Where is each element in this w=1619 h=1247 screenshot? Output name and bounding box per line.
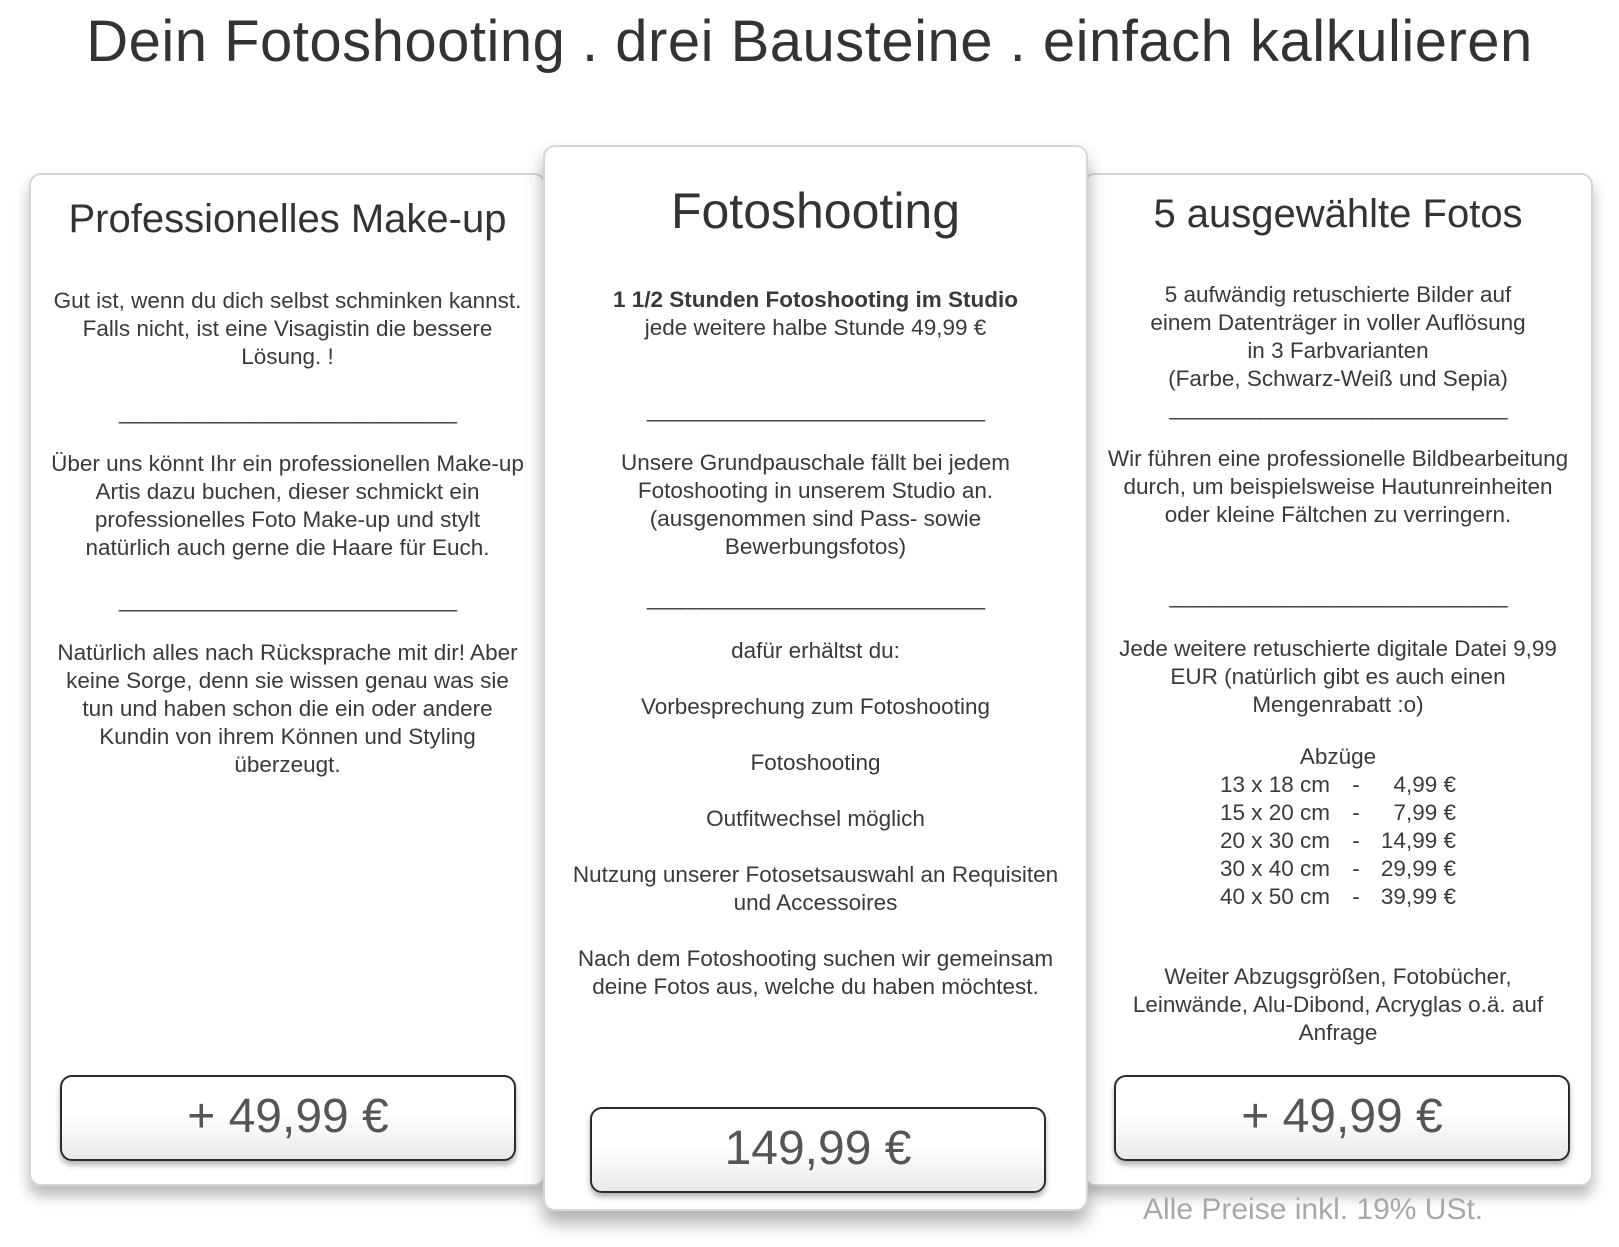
print-dash: -: [1352, 856, 1360, 881]
print-size: 20 x 30 cm: [1220, 828, 1331, 853]
list-item: Fotoshooting: [750, 750, 881, 775]
photos-card-title: 5 ausgewählte Fotos: [1153, 192, 1523, 236]
print-price: 7,99 €: [1393, 800, 1456, 825]
print-dash: -: [1352, 828, 1360, 853]
print-dash: -: [1352, 884, 1360, 909]
shooting-price-button[interactable]: 149,99 €: [590, 1107, 1046, 1193]
prints-section: [1105, 743, 1571, 911]
shooting-extra-time: jede weitere halbe Stunde 49,99 €: [644, 315, 987, 340]
shooting-base-fee-text: Unsere Grundpauschale fällt bei jedem Fotoshooting in unserem Studio an. (ausgenommen sind Pass- sowie Bewerbungsfotos): [621, 450, 1010, 559]
print-size: 30 x 40 cm: [1220, 856, 1331, 881]
table-row: [1220, 855, 1456, 883]
makeup-intro: Gut ist, wenn du dich selbst schminken kannst. Falls nicht, ist eine Visagistin die bessere Lösung. !: [53, 288, 522, 369]
photos-separator-2: ______________________________: [1169, 583, 1507, 608]
photos-more-products: Weiter Abzugsgrößen, Fotobücher, Leinwände, Alu-Dibond, Acryglas o.ä. auf Anfrage: [1132, 964, 1544, 1045]
print-price: 14,99 €: [1380, 828, 1456, 853]
print-price: 39,99 €: [1380, 884, 1456, 909]
shooting-includes: [565, 637, 1066, 1001]
shooting-card-title: Fotoshooting: [670, 183, 961, 239]
photos-intro: [1105, 281, 1571, 393]
table-row: [1220, 827, 1456, 855]
prints-table: [1220, 771, 1456, 911]
shooting-separator-2: ______________________________: [646, 585, 985, 610]
list-item: Vorbesprechung zum Fotoshooting: [641, 694, 990, 719]
makeup-separator-1: ______________________________: [118, 399, 457, 424]
photos-intro-line: (Farbe, Schwarz-Weiß und Sepia): [1168, 366, 1508, 391]
shooting-separator-1: ______________________________: [646, 397, 985, 422]
print-price: 4,99 €: [1393, 772, 1456, 797]
print-size: 13 x 18 cm: [1220, 772, 1331, 797]
makeup-note: Natürlich alles nach Rücksprache mit dir! Aber keine Sorge, denn sie wissen genau was sie tun und haben schon die ein oder andere Kundin von ihrem Können und Styling überzeugt.: [57, 640, 518, 777]
photos-extra-files: Jede weitere retuschierte digitale Datei 9,99 EUR (natürlich gibt es auch einen Mengenrabatt :o): [1119, 636, 1557, 717]
makeup-separator-2: ______________________________: [118, 587, 457, 612]
print-dash: -: [1352, 772, 1360, 797]
photos-price-button[interactable]: + 49,99 €: [1114, 1075, 1570, 1161]
shooting-includes-label: dafür erhältst du:: [731, 638, 900, 663]
photos-card: [1083, 173, 1593, 1186]
shooting-card: [543, 145, 1088, 1211]
makeup-price-button[interactable]: + 49,99 €: [60, 1075, 516, 1161]
price-footnote: Alle Preise inkl. 19% USt.: [1143, 1193, 1484, 1226]
photos-retouch-text: Wir führen eine professionelle Bildbearbeitung durch, um beispielsweise Hautunreinheiten oder kleine Fältchen zu verringern.: [1107, 446, 1569, 527]
list-item: Outfitwechsel möglich: [706, 806, 925, 831]
print-price: 29,99 €: [1380, 856, 1456, 881]
print-size: 40 x 50 cm: [1220, 884, 1331, 909]
photos-intro-line: 5 aufwändig retuschierte Bilder auf: [1164, 282, 1512, 307]
print-size: 15 x 20 cm: [1220, 800, 1331, 825]
list-item: Nutzung unserer Fotosetsauswahl an Requisiten und Accessoires: [572, 862, 1059, 915]
list-item: Nach dem Fotoshooting suchen wir gemeinsam deine Fotos aus, welche du haben möchtest.: [577, 946, 1054, 999]
shooting-duration: 1 1/2 Stunden Fotoshooting im Studio: [613, 287, 1018, 312]
makeup-card: [29, 173, 546, 1186]
makeup-description: Über uns könnt Ihr ein professionellen Make-up Artis dazu buchen, dieser schmickt ein professionelles Foto Make-up und stylt natürlich auch gerne die Haare für Euch.: [51, 451, 524, 560]
page-title: Dein Fotoshooting . drei Bausteine . einfach kalkulieren: [86, 9, 1533, 74]
table-row: [1220, 883, 1456, 911]
print-dash: -: [1352, 800, 1360, 825]
table-row: [1220, 771, 1456, 799]
photos-intro-line: in 3 Farbvarianten: [1247, 338, 1429, 363]
shooting-summary: [565, 286, 1066, 342]
makeup-card-title: Professionelles Make-up: [68, 197, 507, 241]
prints-label: Abzüge: [1299, 744, 1377, 769]
photos-separator-1: ______________________________: [1169, 395, 1507, 420]
table-row: [1220, 799, 1456, 827]
photos-intro-line: einem Datenträger in voller Auflösung: [1150, 310, 1526, 335]
